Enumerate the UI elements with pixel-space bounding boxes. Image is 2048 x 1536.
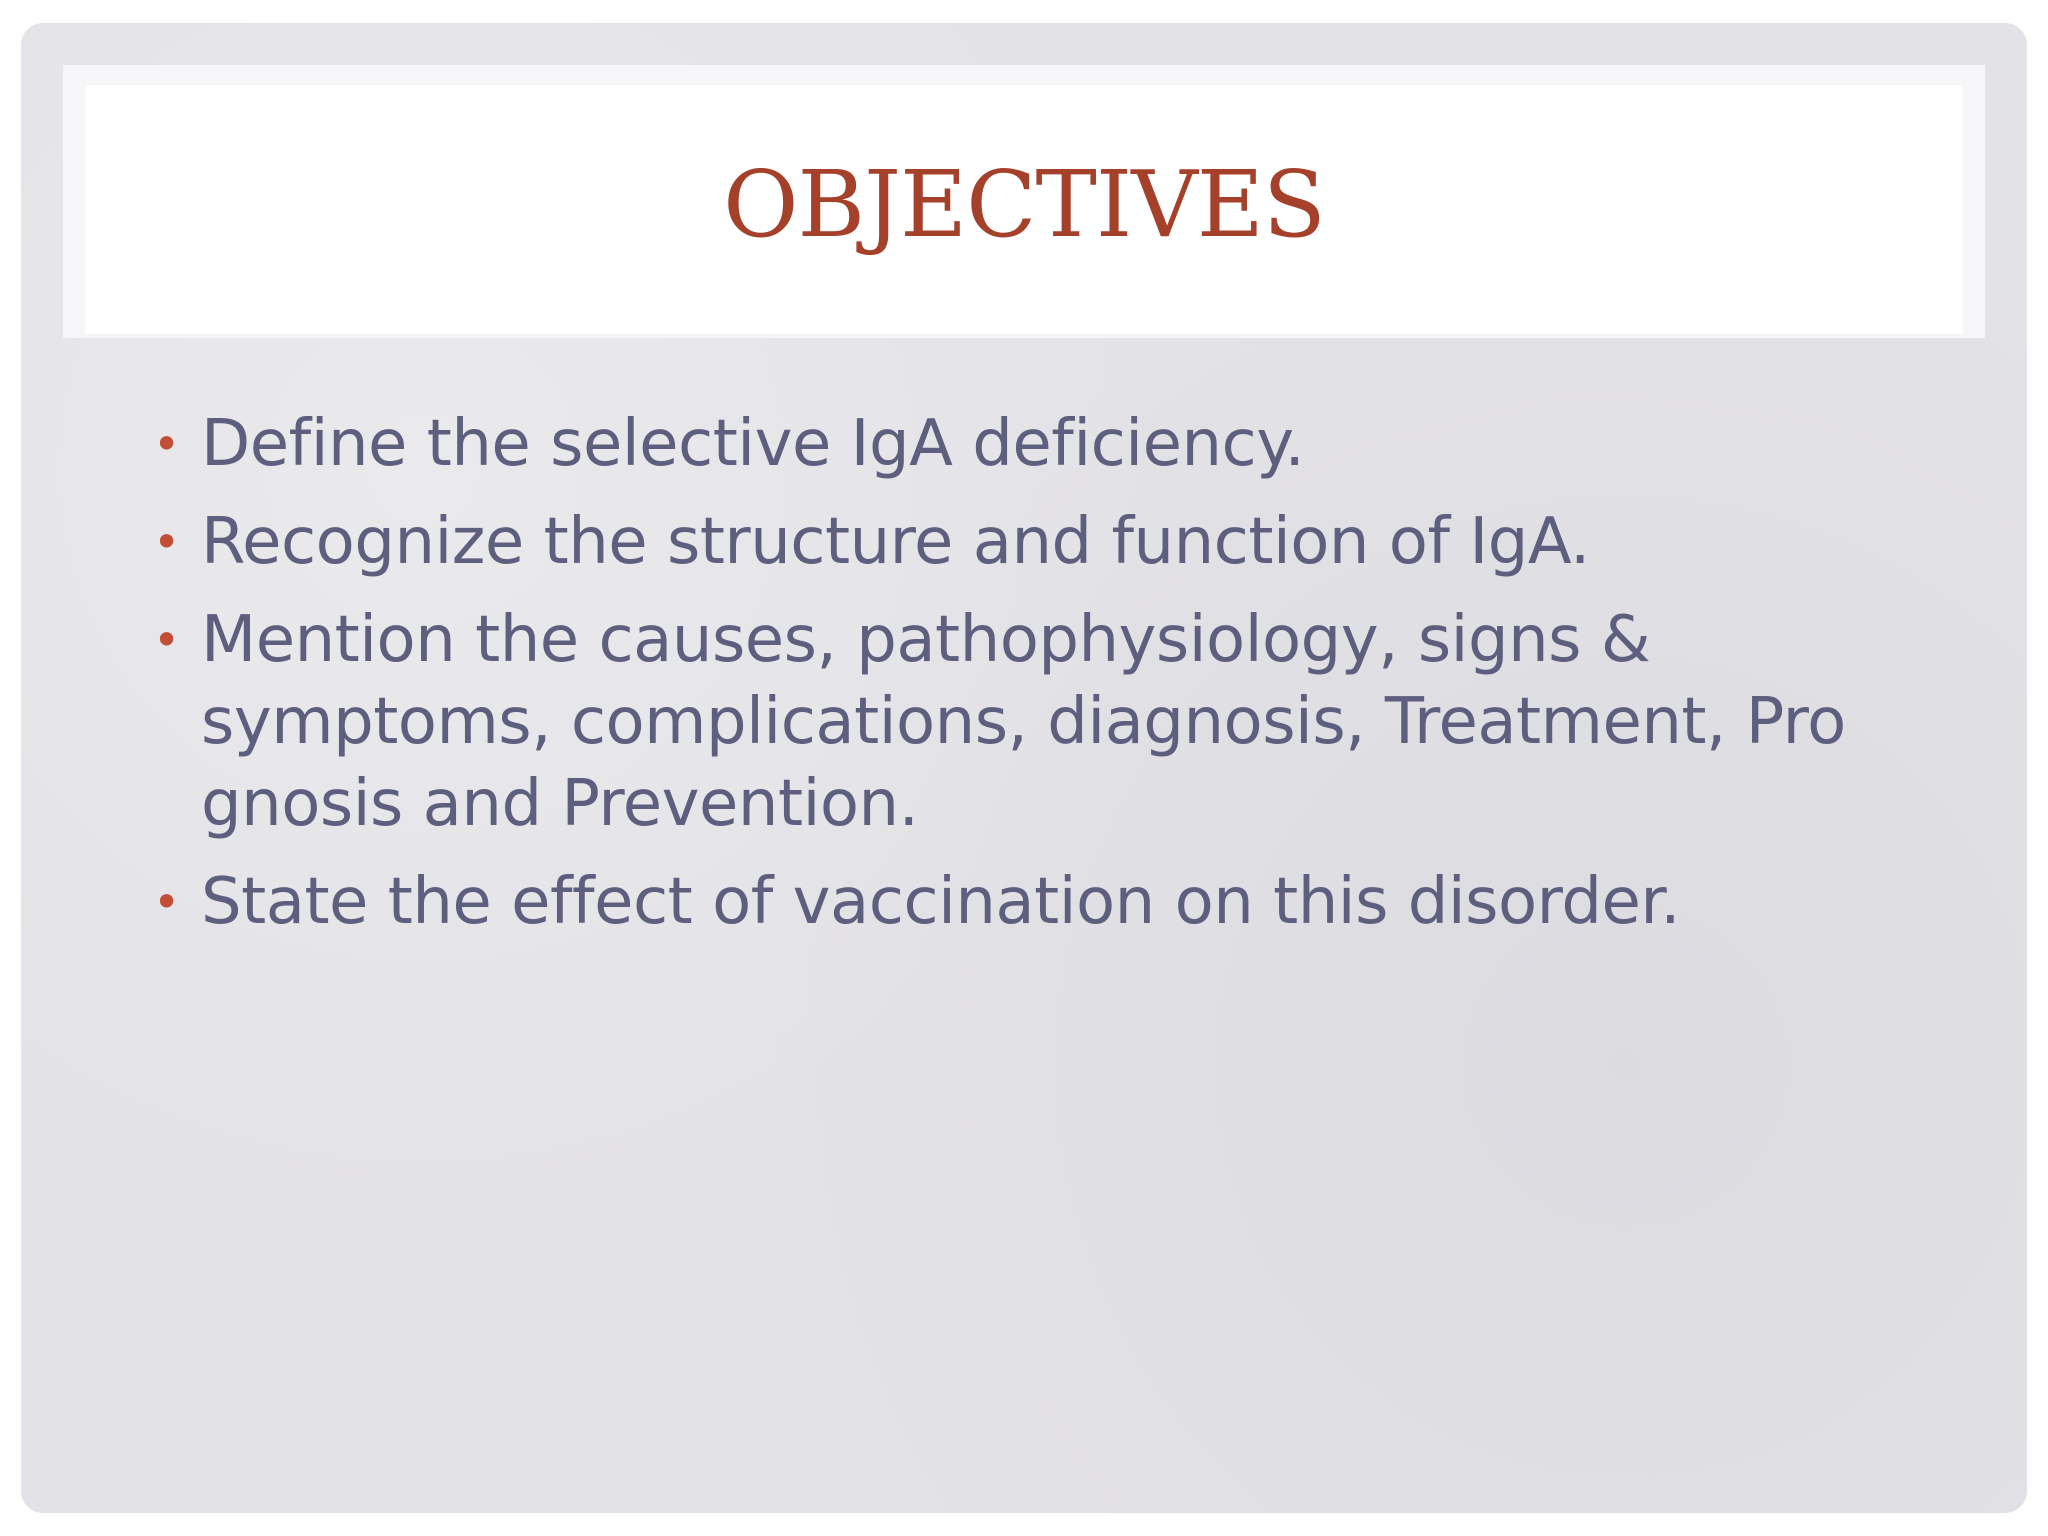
title-box	[85, 85, 1963, 334]
bullet-text: Mention the causes, pathophysiology, signs & symptoms, complications, diagnosis, Treatment, Pro gnosis and Prevention.	[201, 603, 1846, 841]
bullet-item	[141, 861, 1931, 943]
bullet-item	[141, 599, 1931, 845]
bullet-icon: •	[153, 875, 180, 929]
bullet-text: State the effect of vaccination on this disorder.	[201, 865, 1681, 939]
bullet-icon: •	[153, 417, 180, 471]
slide	[21, 23, 2027, 1513]
bullet-list	[141, 403, 1931, 959]
slide-title: OBJECTIVES	[723, 150, 1325, 258]
bullet-icon: •	[153, 613, 180, 667]
bullet-icon: •	[153, 515, 180, 569]
bullet-text: Define the selective IgA deficiency.	[201, 407, 1305, 481]
bullet-item	[141, 403, 1931, 485]
bullet-text: Recognize the structure and function of IgA.	[201, 505, 1590, 579]
bullet-item	[141, 501, 1931, 583]
title-band	[63, 65, 1985, 338]
